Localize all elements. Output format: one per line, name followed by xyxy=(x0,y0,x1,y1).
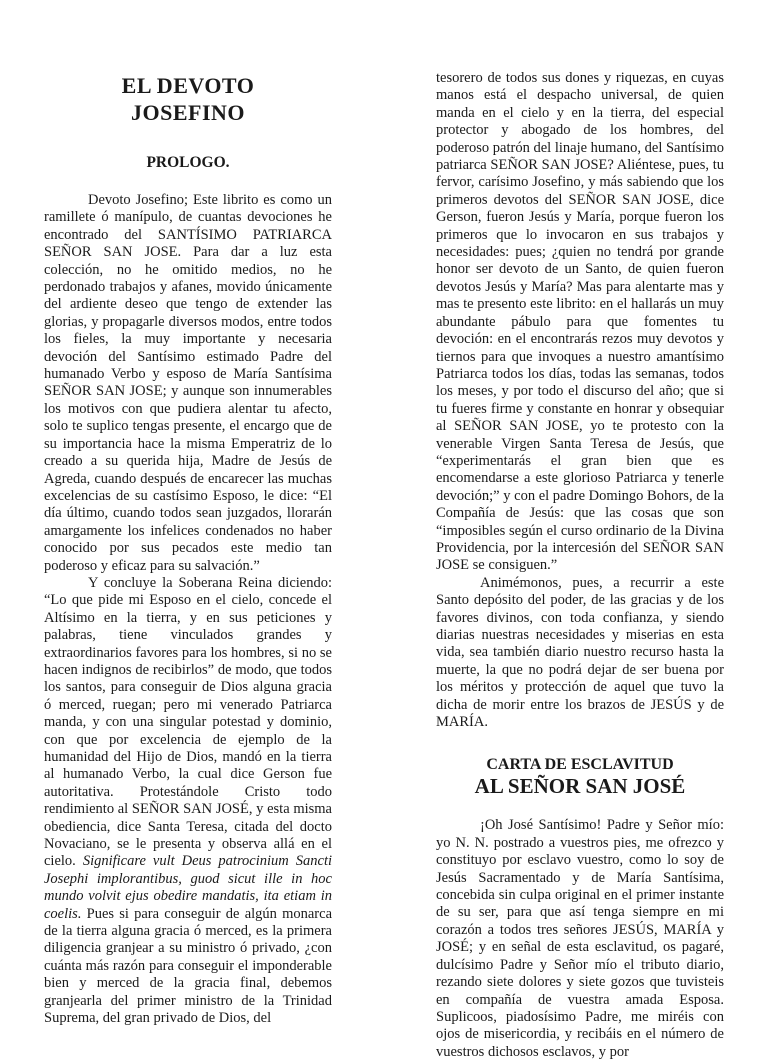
prologue-paragraph-1: Devoto Josefino; Este librito es como un ramillete ó manípulo, de cuantas devociones he encontrado del SANTÍSIMO PATRIARCA SEÑOR SAN JOSE. Para dar a luz esta colección, no he omitido medios, no he perdonado trabajos y afanes, movido únicamente del ardiente deseo que tengo de extender las glorias, y propagarle diversos modos, entre todos los fieles, la muy importante y necesaria devoción del Santísimo estimado Padre del humanado Verbo y esposo de María Santísima SEÑOR SAN JOSE; y aunque son innumerables los motivos con que pudiera alentar tu afecto, solo te suplico tengas presente, el encargo que de su importancia hace la misma Emperatriz de lo creado a su querida hija, Madre de Jesús de Agreda, cuando después de encarecer las muchas excelencias de su castísimo Esposo, le dice: “El día último, cuando todos sean juzgados, llorarán amargamente los infelices condenados no haber conocido por sus pecados este medio tan poderoso y eficaz para su salvación.” xyxy=(44,192,332,574)
prologue-paragraph-3: Animémonos, pues, a recurrir a este Santo depósito del poder, de las gracias y de los favores divinos, con toda confianza, y siendo diarias nuestras necesidades y miserias en esta vida, sea también diario nuestro recurso hasta la muerte, la que no podrá dejar de ser buena por los méritos y protección de aquel que tuvo la dicha de morir entre los brazos de JESÚS y de MARÍA. xyxy=(436,574,724,731)
prologue-heading: PROLOGO. xyxy=(146,154,230,171)
book-title-line-2: JOSEFINO xyxy=(130,100,246,125)
prologue-paragraph-2 xyxy=(44,575,332,1028)
right-column xyxy=(436,0,724,1061)
book-title-line-1: EL DEVOTO xyxy=(121,73,255,98)
prologue-paragraph-2-text: Y concluye la Soberana Reina diciendo: “Lo que pide mi Esposo en el cielo, concede el Altísimo en la tierra, y en sus peticiones y palabras, tiene vinculados grandes y extraordinarios favores para los hombres, si no se hacen indignos de recibirlos” de modo, que todos los santos, para conseguir de Dios alguna gracia ó merced, ruegan; pero mi venerado Patriarca manda, y con una singular potestad y dominio, con que por excelencia de ejemplo de la humanidad del Hijo de Dios, mandó en la tierra al humanado Verbo, la cual dice Gerson fue autoritativa. Protestándole Cristo todo rendimiento al SEÑOR SAN JOSÉ, y esta misma obediencia, dice Santa Teresa, citada del docto Novaciano, se le presenta y observa allá en el cielo. xyxy=(44,574,332,870)
letter-subheading: AL SEÑOR SAN JOSÉ xyxy=(474,774,686,799)
prologue-paragraph-2-continuation: Pues si para conseguir de algún monarca de la tierra alguna gracia ó merced, es la primera diligencia granjear a su ministro ó privado, ¿con cuánta más razón para conseguir el imponderable bien y merced de la gracia final, debemos granjearla del primer ministro de la Trinidad Suprema, del gran privado de Dios, del xyxy=(44,905,333,1027)
left-column xyxy=(44,0,332,1028)
right-column-top-margin xyxy=(436,0,724,70)
prologue-paragraph-continued: tesorero de todos sus dones y riquezas, en cuyas manos está el despacho universal, de quien manda en el cielo y en la tierra, del especial protector y abogado de los hombres, del poderoso patrón del linaje humano, del Santísimo patriarca SEÑOR SAN JOSE? Aliéntese, pues, tu fervor, carísimo Josefino, y más sabiendo que los primeros devotos del SEÑOR SAN JOSE, dice Gerson, fueron Jesús y María, porque fueron los primeros que lo invocaron en sus trabajos y necesidades: pues; ¿quien no tendrá por grande honor ser devoto de un Santo, de quien fueron devotos Jesús y María? Mas para alentarte mas y mas te presento este librito: en el hallarás un muy abundante pábulo para que fomentes tu devoción: en el encontrarás rezos muy devotos y tiernos para que invoques a nuestro amantísimo Patriarca todos los días, todas las semanas, todos los meses, y por todo el discurso del año; que si tu fueres firme y constante en honrar y obsequiar al SEÑOR SAN JOSE, yo te protesto con la venerable Virgen Santa Teresa de Jesús, que “experimentarás el gran bien que es encomendarse a este glorioso Patriarca y tenerle devoción;” y con el padre Domingo Bohors, de la Compañía de Jesús: que las cosas que son “imposibles según el curso ordinario de la Divina Providencia, por la intercesión del SEÑOR SAN JOSE se consiguen.” xyxy=(436,70,724,574)
latin-quote: Significare vult Deus patrocinium Sancti Josephi implorantibus, guod sicut ille in hoc mundo volvit ejus obedire mandatis, ita etiam in coelis. xyxy=(44,853,332,922)
letter-heading: CARTA DE ESCLAVITUD xyxy=(486,756,674,774)
letter-paragraph: ¡Oh José Santísimo! Padre y Señor mío: yo N. N. postrado a vuestros pies, me ofrezco y constituyo por esclavo vuestro, como lo soy de Jesús Sacramentado y de María Santísima, concebida sin culpa original en el primer instante de su ser, para que así tenga siempre en mi corazón a todos tres señores JESÚS, MARÍA y JOSÉ; y en señal de esta esclavitud, os pagaré, dulcísimo Padre y Señor mío el tributo diario, rezando siete dolores y siete gozos que tuvisteis en compañía de vuestra amada Esposa. Suplicoos, piadosísimo Padre, me miréis con ojos de misericordia, y recibáis en el número de vuestros dichosos esclavos, y por xyxy=(436,817,724,1060)
book-title xyxy=(44,0,332,126)
